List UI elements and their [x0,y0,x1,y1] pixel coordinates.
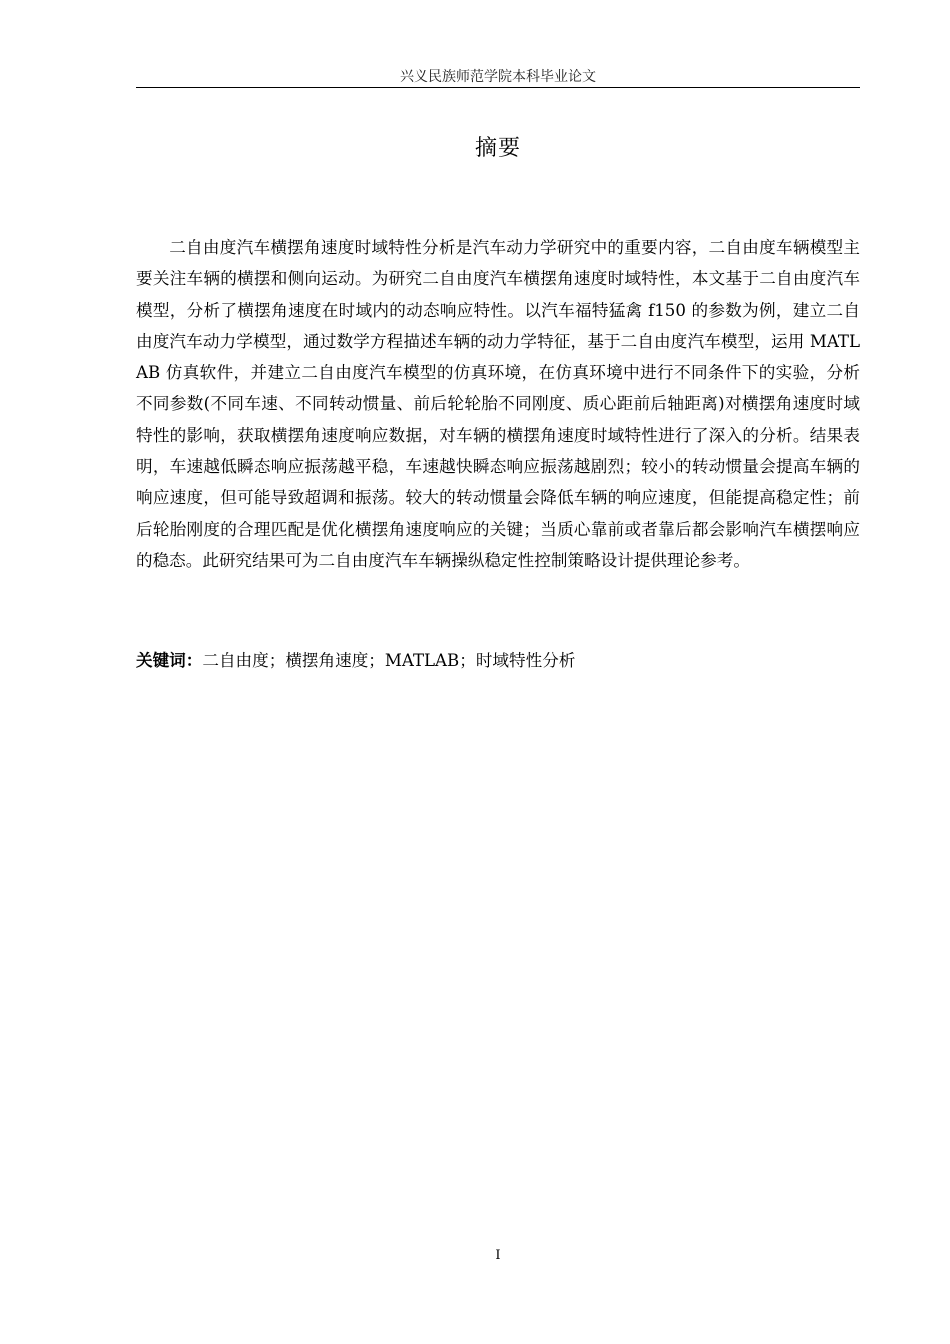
header-text: 兴义民族师范学院本科毕业论文 [400,69,596,85]
page-number: I [495,1248,501,1263]
page-header [136,68,860,88]
abstract-body: 二自由度汽车横摆角速度时域特性分析是汽车动力学研究中的重要内容，二自由度车辆模型主要关注车辆的横摆和侧向运动。为研究二自由度汽车横摆角速度时域特性，本文基于二自由度汽车模型，分析了横摆角速度在时域内的动态响应特性。以汽车福特猛禽 f150 的参数为例，建立二自由度汽车动力学模型，通过数学方程描述车辆的动力学特征，基于二自由度汽车模型，运用 MATLAB 仿真软件，并建立二自由度汽车模型的仿真环境，在仿真环境中进行不同条件下的实验，分析不同参数(不同车速、不同转动惯量、前后轮轮胎不同刚度、质心距前后轴距离)对横摆角速度时域特性的影响，获取横摆角速度响应数据，对车辆的横摆角速度时域特性进行了深入的分析。结果表明，车速越低瞬态响应振荡越平稳，车速越快瞬态响应振荡越剧烈；较小的转动惯量会提高车辆的响应速度，但可能导致超调和振荡。较大的转动惯量会降低车辆的响应速度，但能提高稳定性；前后轮胎刚度的合理匹配是优化横摆角速度响应的关键；当质心靠前或者靠后都会影响汽车横摆响应的稳态。此研究结果可为二自由度汽车车辆操纵稳定性控制策略设计提供理论参考。 [136,238,860,570]
keywords-text: 二自由度；横摆角速度；MATLAB；时域特性分析 [202,651,576,670]
keywords-label: 关键词： [136,651,203,670]
abstract-title: 摘要 [474,136,521,161]
keywords-line [136,645,860,676]
